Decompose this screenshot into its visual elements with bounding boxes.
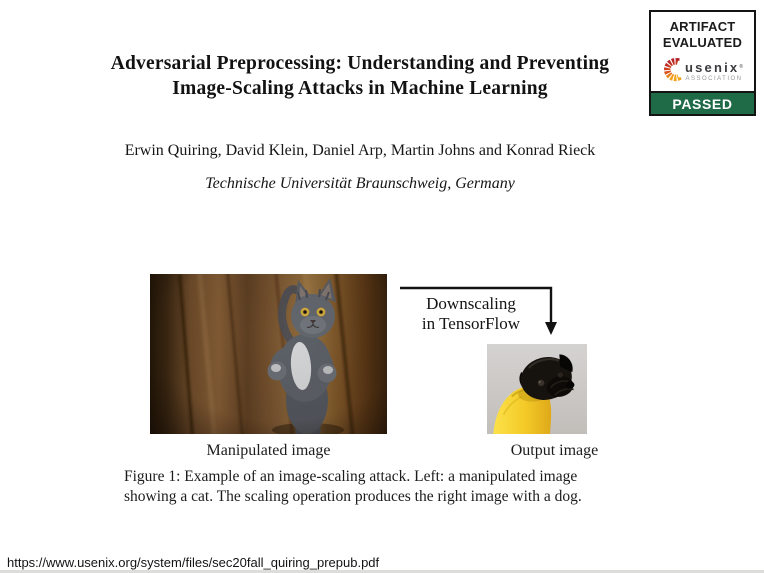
right-image-label: Output image — [510, 442, 599, 459]
usenix-logo — [662, 56, 743, 88]
source-url-text: https://www.usenix.org/system/files/sec20fall_quiring_prepub.pdf — [7, 555, 380, 570]
usenix-crescent-icon — [662, 56, 683, 88]
process-label-line1: Downscaling — [426, 294, 516, 313]
usenix-association-label: ASSOCIATION — [685, 76, 743, 82]
output-dog-image — [487, 344, 587, 434]
paper-title-line2: Image-Scaling Attacks in Machine Learning — [172, 78, 548, 99]
manipulated-cat-image — [150, 274, 387, 434]
paper-title-line1: Adversarial Preprocessing: Understanding and Preventing — [110, 53, 610, 74]
paper-authors: Erwin Quiring, David Klein, Daniel Arp, Martin Johns and Konrad Rieck — [124, 142, 596, 159]
usenix-logo-text — [685, 61, 743, 83]
badge-upper-area — [651, 12, 754, 91]
figure-caption-line1: Figure 1: Example of an image-scaling attack. Left: a manipulated image — [124, 468, 578, 485]
artifact-evaluated-badge — [649, 10, 756, 116]
paper-affiliation: Technische Universität Braunschweig, Germany — [205, 175, 515, 192]
usenix-wordmark: usenix® — [684, 60, 744, 75]
badge-title-line2: EVALUATED — [662, 34, 743, 50]
process-label — [396, 294, 546, 333]
figure-caption — [124, 467, 639, 507]
figure-caption-line2: showing a cat. The scaling operation produces the right image with a dog. — [124, 488, 582, 505]
paper-title — [55, 51, 665, 101]
badge-title-line1: ARTIFACT — [669, 19, 736, 34]
badge-passed-banner: PASSED — [651, 91, 754, 114]
process-label-line2: in TensorFlow — [421, 313, 521, 333]
registered-mark: ® — [739, 64, 744, 70]
left-image-label: Manipulated image — [206, 442, 331, 459]
